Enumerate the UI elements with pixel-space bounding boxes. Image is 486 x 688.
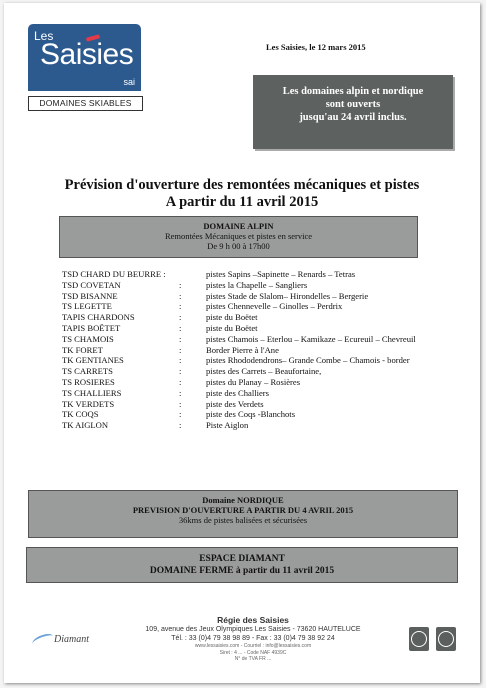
lift-name: TK VERDETS bbox=[62, 398, 115, 409]
diamant-swoosh-icon bbox=[31, 632, 55, 649]
lift-name: TSD CHARD DU BEURRE : bbox=[62, 269, 166, 279]
lift-name: TAPIS BOËTET bbox=[62, 322, 121, 333]
lift-colon: : bbox=[179, 301, 182, 312]
lift-name: TK COQS bbox=[62, 409, 99, 420]
lift-name: TSD COVETAN bbox=[62, 279, 121, 290]
lift-row bbox=[62, 323, 442, 334]
lift-pistes: piste du Boëtet bbox=[206, 322, 258, 333]
diamant-logo-text: Diamant bbox=[54, 634, 89, 645]
lift-pistes: pistes du Planay – Rosières bbox=[206, 376, 301, 387]
lift-colon: : bbox=[179, 312, 182, 323]
logo-les-text: Les bbox=[34, 29, 54, 43]
banner-line-3: jusqu'au 24 avril inclus. bbox=[299, 112, 407, 123]
lift-row bbox=[62, 388, 442, 399]
certification-badge-icon bbox=[436, 627, 456, 651]
lift-pistes: pistes des Carrets – Beaufortaine, bbox=[206, 366, 322, 377]
diamant-status: DOMAINE FERME à partir du 11 avril 2015 bbox=[149, 566, 335, 576]
lift-name: TSD BISANNE bbox=[62, 290, 118, 301]
lift-colon: : bbox=[179, 376, 182, 387]
lift-row bbox=[62, 312, 442, 323]
lift-row bbox=[62, 291, 442, 302]
alpin-heading: DOMAINE ALPIN bbox=[203, 221, 274, 231]
lift-row bbox=[62, 355, 442, 366]
footer-phone: Tél. : 33 (0)4 79 38 98 89 - Fax : 33 (0)4 79 38 92 24 bbox=[171, 635, 335, 642]
lift-colon: : bbox=[179, 398, 182, 409]
title-line-2: A partir du 11 avril 2015 bbox=[165, 194, 319, 210]
lift-colon: : bbox=[179, 322, 182, 333]
espace-diamant-box bbox=[26, 547, 458, 583]
footer-tva: N° de TVA FR ... bbox=[234, 656, 272, 662]
lift-name: TS CARRETS bbox=[62, 366, 113, 377]
lift-pistes: piste des Challiers bbox=[206, 387, 270, 398]
domaine-alpin-box bbox=[59, 216, 418, 258]
banner-line-1: Les domaines alpin et nordique bbox=[282, 86, 424, 97]
lift-pistes: pistes Chamois – Eterlou – Kamikaze – Ecureuil – Chevreuil bbox=[206, 333, 416, 344]
nordic-tracks: 36kms de pistes balisées et sécurisées bbox=[178, 515, 308, 525]
lift-name: TS CHAMOIS bbox=[62, 333, 114, 344]
lift-pistes: pistes Stade de Slalom– Hirondelles – Bergerie bbox=[206, 290, 369, 301]
nordic-forecast: PREVISION D'OUVERTURE A PARTIR DU 4 AVRIL 2015 bbox=[132, 505, 354, 515]
lift-colon: : bbox=[179, 409, 182, 420]
document-date: Les Saisies, le 12 mars 2015 bbox=[266, 42, 366, 52]
espace-diamant-logo bbox=[32, 631, 102, 649]
logo-saisies-text: Saisies bbox=[40, 38, 134, 71]
lift-colon: : bbox=[179, 279, 182, 290]
alpin-subheading: Remontées Mécaniques et pistes en service bbox=[164, 231, 313, 241]
opening-banner bbox=[253, 75, 453, 149]
lift-pistes: pistes Rhododendrons– Grande Combe – Chamois - border bbox=[206, 355, 410, 366]
logo-sai-text: sai bbox=[123, 77, 135, 87]
document-page bbox=[4, 3, 480, 683]
title-line-1: Prévision d'ouverture des remontées mécaniques et pistes bbox=[64, 177, 420, 193]
logo-subtitle: DOMAINES SKIABLES bbox=[28, 96, 143, 111]
lift-name: TS LEGETTE bbox=[62, 301, 112, 312]
certification-badge-icon bbox=[409, 627, 429, 651]
alpin-hours: De 9 h 00 à 17h00 bbox=[207, 241, 270, 251]
lift-pistes: pistes Chennevelle – Ginolles – Perdrix bbox=[206, 301, 343, 312]
lifts-list bbox=[62, 269, 442, 431]
domaine-nordique-box bbox=[28, 490, 458, 538]
lift-name: TAPIS CHARDONS bbox=[62, 312, 135, 323]
lift-row bbox=[62, 420, 442, 431]
lift-row bbox=[62, 301, 442, 312]
page-title bbox=[44, 177, 440, 211]
banner-line-2: sont ouverts bbox=[325, 99, 381, 110]
lift-pistes: pistes la Chapelle – Sangliers bbox=[206, 279, 308, 290]
lift-row bbox=[62, 399, 442, 410]
lift-name: TK GENTIANES bbox=[62, 355, 124, 366]
lift-name: TS CHALLIERS bbox=[62, 387, 122, 398]
footer-org-name: Régie des Saisies bbox=[217, 615, 289, 625]
lift-row bbox=[62, 366, 442, 377]
lift-colon: : bbox=[179, 387, 182, 398]
lift-pistes: Border Pierre à l'Ane bbox=[206, 344, 279, 355]
lift-name: TS ROSIERES bbox=[62, 376, 115, 387]
footer-web: www.lessaisies.com - Courriel : info@lessaisies.com bbox=[194, 643, 312, 649]
les-saisies-logo bbox=[28, 24, 141, 91]
footer-siret: Siret : 4 ... - Code NAF 4939C bbox=[219, 649, 287, 656]
nordic-heading: Domaine NORDIQUE bbox=[202, 495, 284, 505]
lift-pistes: piste du Boëtet bbox=[206, 312, 258, 323]
lift-colon: : bbox=[179, 344, 182, 355]
lift-row bbox=[62, 377, 442, 388]
lift-colon: : bbox=[179, 420, 182, 431]
lift-pistes: Piste Aiglon bbox=[206, 420, 249, 431]
lift-row bbox=[62, 409, 442, 420]
lift-pistes: pistes Sapins –Sapinette – Renards – Tetras bbox=[206, 269, 356, 279]
lift-colon: : bbox=[179, 333, 182, 344]
lift-pistes: piste des Verdets bbox=[206, 398, 264, 409]
lift-row bbox=[62, 280, 442, 291]
lift-colon: : bbox=[179, 355, 182, 366]
lift-pistes: piste des Coqs -Blanchots bbox=[206, 409, 296, 420]
footer-address: 109, avenue des Jeux Olympiques Les Saisies - 73620 HAUTELUCE bbox=[145, 626, 361, 633]
lift-row bbox=[62, 334, 442, 345]
lift-row bbox=[62, 345, 442, 356]
diamant-heading: ESPACE DIAMANT bbox=[199, 554, 285, 564]
lift-row bbox=[62, 269, 442, 280]
footer-contact bbox=[138, 615, 368, 663]
lift-colon: : bbox=[179, 290, 182, 301]
lift-name: TK AIGLON bbox=[62, 420, 109, 431]
lift-name: TK FORET bbox=[62, 344, 103, 355]
lift-colon: : bbox=[179, 366, 182, 377]
